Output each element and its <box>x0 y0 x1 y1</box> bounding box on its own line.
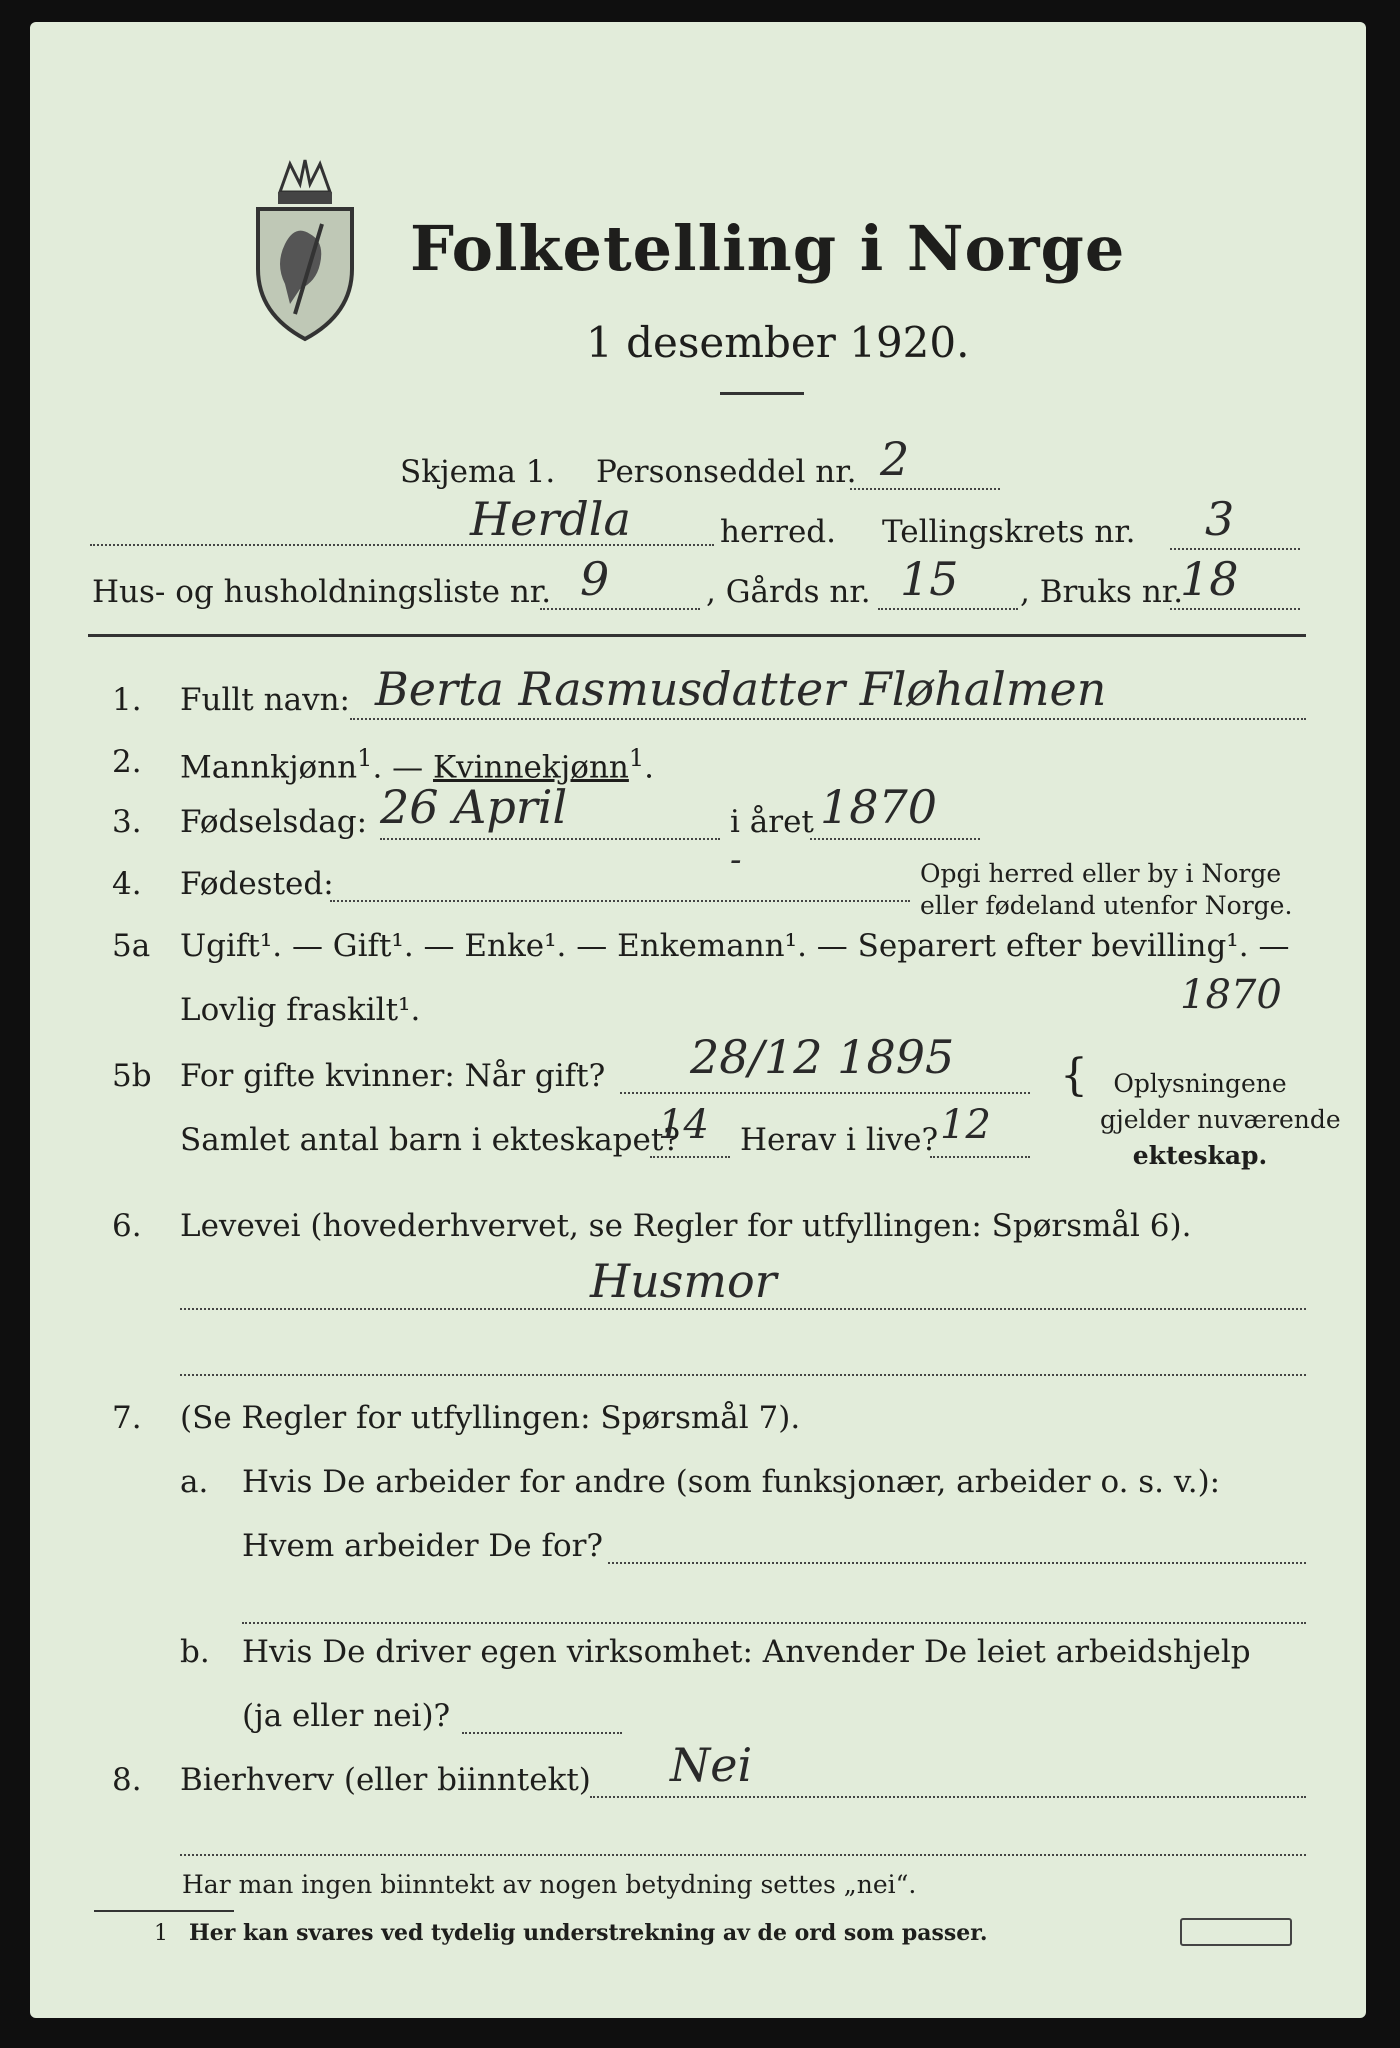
printer-stamp-icon <box>1180 1918 1292 1946</box>
schema-label: Skjema 1. <box>400 454 556 490</box>
gender-options: Mannkjønn$^1$. — Kvinnekjønn$^1$. <box>180 744 655 786</box>
birthplace-value: - <box>730 840 742 880</box>
footnote-divider <box>94 1910 234 1912</box>
married-date-value: 28/12 1895 <box>690 1030 955 1084</box>
married-label: For gifte kvinner: Når gift? <box>180 1058 606 1094</box>
male-option: Mannkjønn <box>180 749 358 786</box>
children-value: 14 <box>658 1102 709 1148</box>
full-name-value: Berta Rasmusdatter Fløhalmen <box>375 662 1107 716</box>
q3-label: Fødselsdag: <box>180 804 368 840</box>
q7b-line1: Hvis De driver egen virksomhet: Anvender De leiet arbeidshjelp <box>242 1634 1251 1670</box>
herred-value: Herdla <box>470 492 631 546</box>
header-divider <box>88 634 1306 637</box>
q7b-line2: (ja eller nei)? <box>242 1698 451 1734</box>
marital-status-options: Ugift¹. — Gift¹. — Enke¹. — Enkemann¹. — Separert efter bevilling¹. — <box>180 928 1290 964</box>
marriage-note: Oplysningene gjelder nuværende ekteskap. <box>1100 1069 1341 1170</box>
gards-label: , Gårds nr. <box>706 574 871 610</box>
krets-value: 3 <box>1205 492 1235 546</box>
birthplace-note: Opgi herred eller by i Norge eller fødeland utenfor Norge. <box>920 859 1293 920</box>
krets-label: Tellingskrets nr. <box>882 514 1136 550</box>
footnote: 1 Her kan svares ved tydelig understrekning av de ord som passer. <box>154 1920 988 1946</box>
q7b-letter: b. <box>180 1634 210 1670</box>
q7a-line2: Hvem arbeider De for? <box>242 1528 604 1564</box>
female-option: Kvinnekjønn <box>433 749 629 786</box>
birth-day-value: 26 April <box>380 780 568 834</box>
q4-number: 4. <box>112 866 142 902</box>
personseddel-value: 2 <box>880 432 910 486</box>
margin-note: 1870 <box>1180 972 1282 1018</box>
q3-number: 3. <box>112 804 142 840</box>
q7a-line1: Hvis De arbeider for andre (som funksjonær, arbeider o. s. v.): <box>242 1464 1221 1500</box>
q8-number: 8. <box>112 1762 142 1798</box>
q6-number: 6. <box>112 1208 142 1244</box>
alive-label: Herav i live? <box>740 1122 939 1158</box>
coat-of-arms-icon <box>250 154 360 344</box>
occupation-value: Husmor <box>590 1254 777 1308</box>
form-title: Folketelling i Norge <box>410 212 1126 285</box>
personseddel-label: Personseddel nr. <box>596 454 857 490</box>
q1-label: Fullt navn: <box>180 682 350 718</box>
q1-number: 1. <box>112 682 142 718</box>
q7-number: 7. <box>112 1400 142 1436</box>
census-form-sheet <box>30 22 1366 2018</box>
q5a-number: 5a <box>112 928 151 964</box>
hus-value: 9 <box>580 552 610 606</box>
form-date: 1 desember 1920. <box>586 318 970 367</box>
year-label: i året <box>730 804 814 840</box>
alive-value: 12 <box>940 1102 991 1148</box>
q6-label: Levevei (hovederhvervet, se Regler for utfyllingen: Spørsmål 6). <box>180 1208 1192 1244</box>
herred-label: herred. <box>720 514 836 550</box>
q2-number: 2. <box>112 744 142 780</box>
children-label: Samlet antal barn i ekteskapet? <box>180 1122 680 1158</box>
title-divider <box>720 392 804 395</box>
side-income-value: Nei <box>670 1738 753 1792</box>
marital-status-divorced: Lovlig fraskilt¹. <box>180 992 421 1028</box>
q7-label: (Se Regler for utfyllingen: Spørsmål 7). <box>180 1400 801 1436</box>
bruks-value: 18 <box>1180 552 1239 606</box>
footer-note: Har man ingen biinntekt av nogen betydning settes „nei“. <box>182 1870 917 1899</box>
birth-year-value: 1870 <box>820 780 938 834</box>
q4-label: Fødested: <box>180 866 334 902</box>
q5b-number: 5b <box>112 1058 152 1094</box>
q7a-letter: a. <box>180 1464 209 1500</box>
hus-label: Hus- og husholdningsliste nr. <box>92 574 552 610</box>
gards-value: 15 <box>900 552 959 606</box>
q8-label: Bierhverv (eller biinntekt) <box>180 1762 591 1798</box>
brace-glyph: { <box>1060 1050 1088 1101</box>
bruks-label: , Bruks nr. <box>1020 574 1184 610</box>
